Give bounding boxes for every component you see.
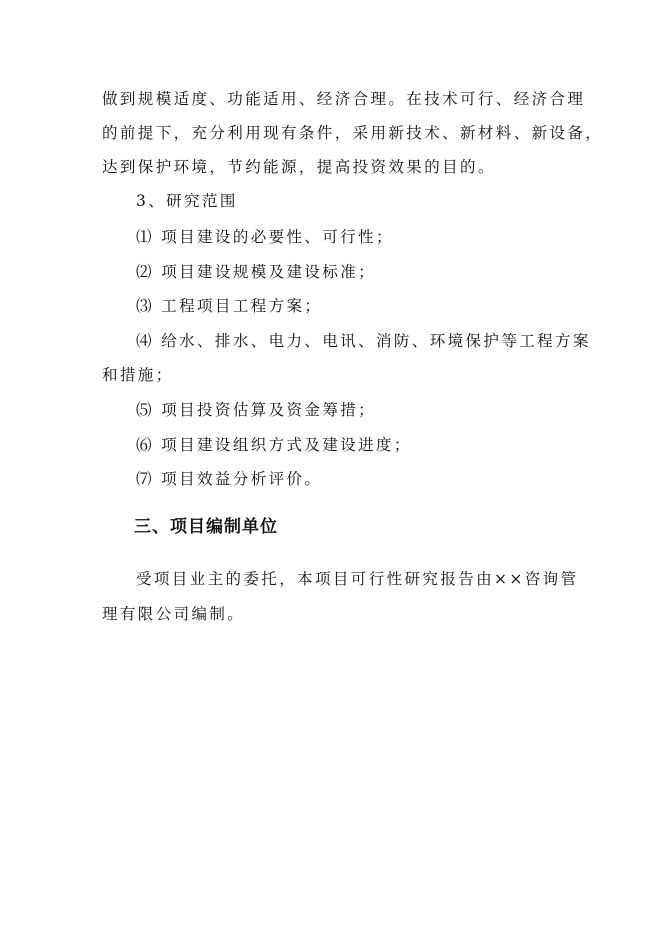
paragraph-line: 的前提下，充分利用现有条件，采用新技术、新材料、新设备，: [102, 124, 604, 142]
paragraph-line: 受项目业主的委托，本项目可行性研究报告由××咨询管: [136, 570, 579, 588]
scope-item: ⑸ 项目投资估算及资金筹措；: [136, 401, 377, 419]
scope-title: 3、研究范围: [136, 192, 238, 210]
paragraph-line: 理有限公司编制。: [102, 605, 246, 623]
section-heading: 三、项目编制单位: [134, 517, 278, 537]
scope-item: ⑶ 工程项目工程方案；: [136, 297, 323, 315]
scope-item-continuation: 和措施；: [102, 366, 174, 384]
scope-item: ⑷ 给水、排水、电力、电讯、消防、环境保护等工程方案: [136, 332, 591, 350]
scope-item: ⑵ 项目建设规模及建设标准；: [136, 263, 377, 281]
scope-item: ⑴ 项目建设的必要性、可行性；: [136, 228, 394, 246]
scope-item: ⑹ 项目建设组织方式及建设进度；: [136, 436, 412, 454]
scope-item: ⑺ 项目效益分析评价。: [136, 470, 323, 488]
paragraph-line: 达到保护环境，节约能源，提高投资效果的目的。: [102, 158, 496, 176]
paragraph-line: 做到规模适度、功能适用、经济合理。在技术可行、经济合理: [102, 90, 586, 108]
